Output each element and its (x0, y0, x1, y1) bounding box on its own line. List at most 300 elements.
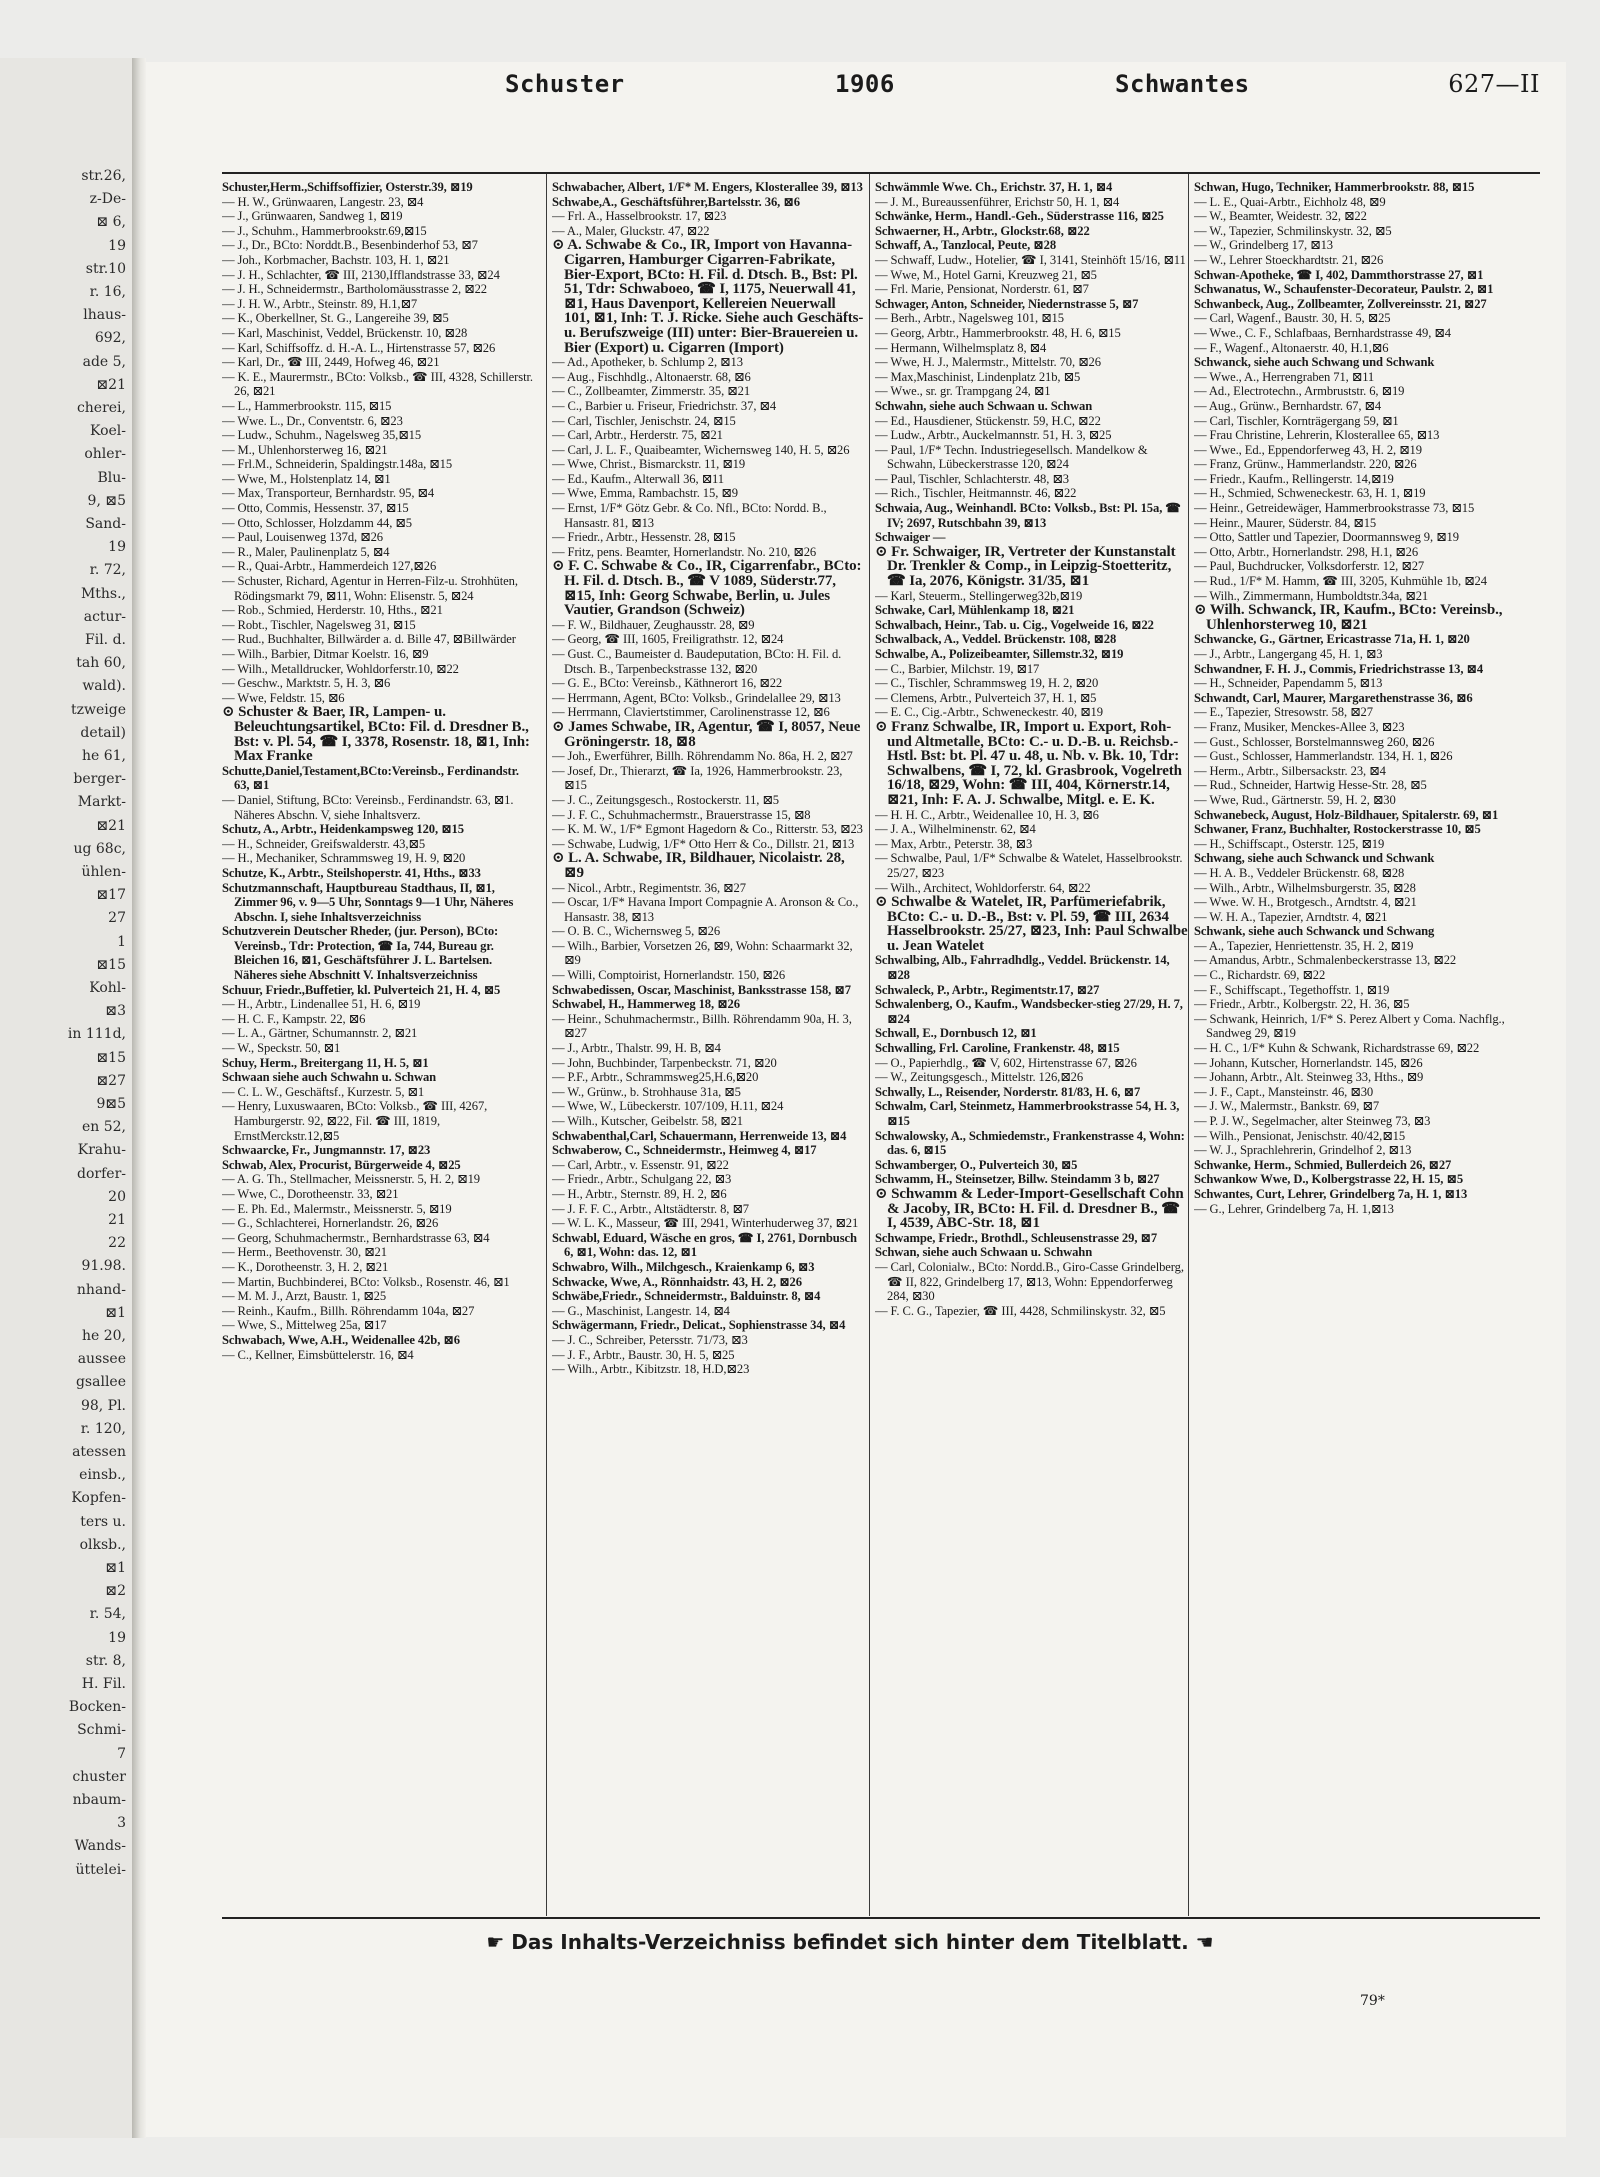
directory-entry: Schwanebeck, August, Holz-Bildhauer, Spitalerstr. 69, ⊠1 (1194, 807, 1499, 822)
directory-entry: Schwalback, A., Veddel. Brückenstr. 108, ⊠28 (875, 632, 1117, 647)
directory-entry: — J. H., Schneidermstr., Bartholomäusstrasse 2, ⊠22 (222, 282, 487, 297)
directory-entry: — F. C. G., Tapezier, ☎ III, 4428, Schmilinskystr. 32, ⊠5 (875, 1303, 1166, 1318)
directory-entry: — E. C., Cig.-Arbtr., Schweneckestr. 40, ⊠19 (875, 705, 1103, 720)
directory-entry: — C., Zollbeamter, Zimmerstr. 35, ⊠21 (552, 384, 751, 399)
facing-page-fragment: 19 (108, 237, 126, 254)
directory-entry: Schwabl, Eduard, Wäsche en gros, ☎ I, 2761, Dornbusch 6, ⊠1, Wohn: das. 12, ⊠1 (552, 1230, 857, 1260)
directory-entry: — O., Papierhdlg., ☎ V, 602, Hirtenstrasse 67, ⊠26 (875, 1055, 1137, 1070)
directory-entry: Schwampe, Friedr., Brothdl., Schleusenstrasse 29, ⊠7 (875, 1230, 1158, 1245)
directory-entry: — Karl, Maschinist, Veddel, Brückenstr. 10, ⊠28 (222, 325, 468, 340)
directory-entry: — F., Wagenf., Altonaerstr. 40, H.1,⊠6 (1194, 340, 1389, 355)
directory-entry: — Otto, Commis, Hessenstr. 37, ⊠15 (222, 501, 409, 516)
directory-entry: — A., Maler, Gluckstr. 47, ⊠22 (552, 223, 710, 238)
header-rule (222, 172, 1540, 174)
directory-entry: — Carl, J. L. F., Quaibeamter, Wichernsweg 140, H. 5, ⊠26 (552, 442, 850, 457)
facing-page-fragment: H. Fil. (81, 1676, 126, 1692)
directory-entry: — J. C., Zeitungsgesch., Rostockerstr. 11, ⊠5 (552, 792, 780, 807)
facing-page-fragment: Kopfen- (71, 1490, 126, 1507)
facing-page-fragment: he 61, (81, 748, 126, 764)
facing-page-fragment: actur- (83, 608, 126, 625)
directory-entry: Schuster,Herm.,Schiffsoffizier, Osterstr.39, ⊠19 (222, 180, 473, 194)
directory-entry: — Herrmann, Claviertstimmer, Carolinenstrasse 12, ⊠6 (552, 705, 830, 720)
directory-entry: — L., Hammerbrookstr. 115, ⊠15 (222, 398, 392, 413)
directory-entry: — Wwe. L., Dr., Conventstr. 6, ⊠23 (222, 413, 403, 428)
directory-entry: — Heinr., Maurer, Süderstr. 84, ⊠15 (1194, 515, 1377, 530)
facing-page-fragment: einsb., (79, 1467, 126, 1484)
directory-entry: — Paul, Buchdrucker, Volksdorferstr. 12, ⊠27 (1194, 559, 1425, 574)
directory-entry: — Georg, Schuhmachermstr., Bernhardstrasse 63, ⊠4 (222, 1230, 490, 1245)
directory-entry: — Paul, Louisenweg 137d, ⊠26 (222, 530, 383, 545)
directory-entry: — E. Ph. Ed., Malermstr., Meissnerstr. 5, ⊠19 (222, 1201, 452, 1216)
directory-entry: Schwamberger, O., Pulverteich 30, ⊠5 (875, 1157, 1078, 1172)
header-page-number: 627—II (1448, 70, 1540, 98)
directory-entry: — W., Lehrer Stoeckhardtstr. 21, ⊠26 (1194, 252, 1384, 267)
facing-page-fragment: aussee (77, 1351, 126, 1368)
directory-entry: — L. A., Gärtner, Schumannstr. 2, ⊠21 (222, 1026, 418, 1041)
directory-entry: Schwabedissen, Oscar, Maschinist, Banksstrasse 158, ⊠7 (552, 982, 851, 997)
directory-entry: Schwankow Wwe, D., Kolbergstrasse 22, H. 15, ⊠5 (1194, 1172, 1464, 1187)
directory-entry: — W. J., Sprachlehrerin, Grindelhof 2, ⊠13 (1194, 1143, 1412, 1158)
directory-entry: — H. C. F., Kampstr. 22, ⊠6 (222, 1011, 366, 1026)
facing-page-fragment: tzweige (71, 701, 126, 718)
directory-entry: — Wilh., Barbier, Ditmar Koelstr. 16, ⊠9 (222, 647, 429, 661)
facing-page-fragment: chuster (72, 1768, 126, 1785)
directory-entry: — John, Buchbinder, Tarpenbeckstr. 71, ⊠20 (552, 1055, 777, 1070)
directory-entry: — J. F., Arbtr., Baustr. 30, H. 5, ⊠25 (552, 1347, 735, 1362)
directory-entry: — G., Schlachterei, Hornerlandstr. 26, ⊠26 (222, 1216, 439, 1231)
directory-entry: — Wwe., sr. gr. Trampgang 24, ⊠1 (875, 384, 1051, 399)
directory-entry: — Heinr., Schuhmachermstr., Billh. Röhrendamm 90a, H. 3, ⊠27 (552, 1011, 852, 1041)
directory-entry: — Daniel, Stiftung, BCto: Vereinsb., Ferdinandstr. 63, ⊠1. Näheres Abschn. V, siehe Inhaltsverz. (222, 792, 514, 822)
directory-entry: — Ad., Electrotechn., Armbruststr. 6, ⊠19 (1194, 384, 1405, 399)
directory-entry: — Frl. Marie, Pensionat, Norderstr. 61, ⊠7 (875, 282, 1089, 297)
directory-entry: — Paul, 1/F* Techn. Industriegesellsch. Mandelkow & Schwahn, Lübeckerstrasse 120, ⊠24 (875, 442, 1148, 472)
directory-entry: — Wilh., Metalldrucker, Wohldorferstr.10, ⊠22 (222, 661, 459, 676)
facing-page-fragment: 27 (108, 910, 126, 927)
directory-entry: Schwalenberg, O., Kaufm., Wandsbecker-stieg 27/29, H. 7, ⊠24 (875, 997, 1183, 1026)
directory-entry: — Schwaff, Ludw., Hotelier, ☎ I, 3141, Steinhöft 15/16, ⊠11 (875, 252, 1186, 267)
directory-entry: Schwantes, Curt, Lehrer, Grindelberg 7a, H. 1, ⊠13 (1194, 1186, 1468, 1201)
directory-entry: — Carl, Wagenf., Baustr. 30, H. 5, ⊠25 (1194, 311, 1391, 326)
facing-page-fragment: Fil. d. (85, 632, 126, 648)
directory-entry: — Nicol., Arbtr., Regimentstr. 36, ⊠27 (552, 880, 746, 895)
directory-entry: — H., Mechaniker, Schrammsweg 19, H. 9, ⊠20 (222, 851, 466, 866)
directory-entry: — Rud., Buchhalter, Billwärder a. d. Bille 47, ⊠Billwärder (222, 632, 516, 647)
directory-entry: — Reinh., Kaufm., Billh. Röhrendamm 104a, ⊠27 (222, 1303, 475, 1318)
directory-entry: Schwancke, G., Gärtner, Ericastrasse 71a, H. 1, ⊠20 (1194, 632, 1470, 647)
directory-entry: ⊙ Schwamm & Leder-Import-Gesellschaft Cohn & Jacoby, IR, BCto: H. Fil. d. Dresdner B., ☎ I, 4539, ABC-Str. 18, ⊠1 (875, 1185, 1184, 1232)
directory-entry: Schwacke, Wwe, A., Rönnhaidstr. 43, H. 2, ⊠26 (552, 1274, 802, 1289)
facing-page-fragment: olksb., (79, 1536, 126, 1553)
directory-entry: — Ludw., Arbtr., Auckelmannstr. 51, H. 3, ⊠25 (875, 428, 1112, 443)
facing-page-fragment: üttelei- (75, 1861, 126, 1878)
directory-entry: Schwanatus, W., Schaufenster-Decorateur, Paulstr. 2, ⊠1 (1194, 282, 1494, 297)
directory-entry: — E., Tapezier, Stresowstr. 58, ⊠27 (1194, 705, 1373, 720)
directory-entry: — Wwe, Rud., Gärtnerstr. 59, H. 2, ⊠30 (1194, 792, 1396, 807)
directory-entry: — H., Arbtr., Lindenallee 51, H. 6, ⊠19 (222, 997, 421, 1012)
facing-page-fragment: 692, (94, 330, 126, 347)
directory-entry: — Frl.M., Schneiderin, Spaldingstr.148a, ⊠15 (222, 457, 453, 472)
directory-entry: Schwan, Hugo, Techniker, Hammerbrookstr. 88, ⊠15 (1194, 180, 1475, 194)
directory-entry: ⊙ F. C. Schwabe & Co., IR, Cigarrenfabr., BCto: H. Fil. d. Dtsch. B., ☎ V 1089, Süderstr.77, ⊠15, Inh: Georg Schwabe, Berlin, u. Jules Vautier, Grandson (Schweiz) (552, 558, 862, 619)
facing-page-fragment: 91.98. (81, 1258, 126, 1275)
directory-entry: — J., Schuhm., Hammerbrookstr.69,⊠15 (222, 223, 427, 238)
directory-entry: Schwab, Alex, Procurist, Bürgerweide 4, ⊠25 (222, 1157, 461, 1172)
directory-entry: Schwandner, F. H. J., Commis, Friedrichstrasse 13, ⊠4 (1194, 661, 1484, 676)
column-4 (1194, 180, 1540, 1912)
directory-entry: — J., Arbtr., Thalstr. 99, H. B, ⊠4 (552, 1041, 721, 1056)
directory-entry: — Karl, Schiffsoffz. d. H.-A. L., Hirtenstrasse 57, ⊠26 (222, 340, 496, 355)
directory-entry: — Schwalbe, Paul, 1/F* Schwalbe & Watelet, Hasselbrookstr. 25/27, ⊠23 (875, 851, 1183, 880)
directory-entry: Schwamm, H., Steinsetzer, Billw. Steindamm 3 b, ⊠27 (875, 1172, 1160, 1187)
directory-entry: Schwank, siehe auch Schwanck und Schwang (1194, 924, 1435, 939)
directory-entry: — Joh., Korbmacher, Bachstr. 103, H. 1, ⊠21 (222, 252, 450, 267)
directory-entry: — G. E., BCto: Vereinsb., Käthnerort 16, ⊠22 (552, 676, 783, 691)
directory-entry: — J. M., Bureaussenführer, Erichstr 50, H. 1, ⊠4 (875, 194, 1120, 209)
facing-page-fragment: he 20, (81, 1328, 126, 1344)
directory-entry: — O. B. C., Wichernsweg 5, ⊠26 (552, 924, 721, 939)
directory-entry: — C. L. W., Geschäftsf., Kurzestr. 5, ⊠1 (222, 1084, 425, 1099)
facing-page-fragment: r. 16, (89, 284, 126, 300)
footer-rule (222, 1917, 1540, 1919)
directory-entry: Schwaff, A., Tanzlocal, Peute, ⊠28 (875, 238, 1057, 253)
facing-page-fragment: ühlen- (81, 864, 126, 880)
facing-page-fragment: Sand- (85, 516, 126, 532)
facing-page-fragment: ⊠15 (96, 956, 126, 973)
column-divider (546, 174, 547, 1916)
facing-page-fragment: ters u. (80, 1513, 126, 1530)
directory-entry: Schwänke, Herm., Handl.-Geh., Süderstrasse 116, ⊠25 (875, 209, 1164, 224)
directory-entry: ⊙ Franz Schwalbe, IR, Import u. Export, Roh- und Altmetalle, BCto: C.- u. D.-B. u. Reichsb.-Hstl. Bst: bt. Pl. 47 u. 48, u. Nb. v. Bk. 10, Tdr: Schwalbens, ☎ I, 72, kl. Grasbrook, Vogelreth 16/18, ⊠29, Wohn: ☎ III, 404, Körnerstr.14, ⊠21, Inh: F. A. J. Schwalbe, Mitgl. e. E. K. (875, 718, 1182, 808)
facing-page-fragment: Wands- (74, 1838, 126, 1855)
directory-entry: Schwandt, Carl, Maurer, Margarethenstrasse 36, ⊠6 (1194, 690, 1473, 705)
directory-entry: Schuy, Herm., Breitergang 11, H. 5, ⊠1 (222, 1055, 429, 1070)
directory-entry: — Heinr., Getreidewäger, Hammerbrookstrasse 73, ⊠15 (1194, 501, 1475, 516)
facing-page-fragment: ade 5, (82, 353, 126, 370)
facing-page-fragment: Markt- (77, 794, 126, 811)
directory-entry: — Ernst, 1/F* Götz Gebr. & Co. Nfl., BCto: Nordd. B., Hansastr. 81, ⊠13 (552, 501, 827, 530)
facing-page-fragment: ⊠ 6, (96, 214, 126, 231)
directory-entry: — Wwe, H. J., Malermstr., Mittelstr. 70, ⊠26 (875, 355, 1101, 370)
directory-entry: — Ad., Apotheker, b. Schlump 2, ⊠13 (552, 355, 743, 370)
directory-entry: — Otto, Schlosser, Holzdamm 44, ⊠5 (222, 515, 412, 530)
directory-entry: — J. A., Wilhelminenstr. 62, ⊠4 (875, 822, 1036, 837)
directory-entry: Schuur, Friedr.,Buffetier, kl. Pulverteich 21, H. 4, ⊠5 (222, 982, 501, 997)
directory-entry: — K., Dorotheenstr. 3, H. 2, ⊠21 (222, 1259, 389, 1274)
directory-entry: Schwabenthal,Carl, Schauermann, Herrenweide 13, ⊠4 (552, 1128, 847, 1143)
directory-entry: Schwalm, Carl, Steinmetz, Hammerbrookstrasse 54, H. 3, ⊠15 (875, 1099, 1180, 1128)
index-notice: ☛ Das Inhalts-Verzeichniss befindet sich hinter dem Titelblatt. ☚ (486, 1930, 1214, 1954)
directory-entry: Schwabe,A., Geschäftsführer,Bartelsstr. 36, ⊠6 (552, 194, 800, 209)
directory-entry: — K. M. W., 1/F* Egmont Hagedorn & Co., Ritterstr. 53, ⊠23 (552, 822, 863, 837)
directory-entry: — Oscar, 1/F* Havana Import Compagnie A. Aronson & Co., Hansastr. 38, ⊠13 (552, 895, 859, 924)
directory-entry: — Otto, Arbtr., Hornerlandstr. 298, H.1, ⊠26 (1194, 544, 1419, 559)
directory-entry: — Geschw., Marktstr. 5, H. 3, ⊠6 (222, 676, 391, 691)
book-gutter (132, 58, 146, 2138)
directory-entry: — W. H. A., Tapezier, Arndtstr. 4, ⊠21 (1194, 909, 1388, 924)
directory-entry: — Carl, Arbtr., v. Essenstr. 91, ⊠22 (552, 1157, 729, 1172)
directory-entry: — Max,Maschinist, Lindenplatz 21b, ⊠5 (875, 369, 1081, 384)
facing-page-fragment: r. 72, (89, 562, 126, 579)
directory-entry: — Ed., Kaufm., Alterwall 36, ⊠11 (552, 471, 724, 486)
directory-entry: Schwaerner, H., Arbtr., Glockstr.68, ⊠22 (875, 223, 1090, 238)
directory-entry: — Karl, Steuerm., Stellingerweg32b,⊠19 (875, 588, 1083, 603)
directory-entry: — Willi, Comptoirist, Hornerlandstr. 150, ⊠26 (552, 968, 786, 983)
directory-entry: — Max, Arbtr., Peterstr. 38, ⊠3 (875, 836, 1033, 851)
directory-entry: Schwämmle Wwe. Ch., Erichstr. 37, H. 1, ⊠4 (875, 180, 1113, 194)
directory-entry: — H., Schneider, Papendamm 5, ⊠13 (1194, 676, 1383, 691)
directory-entry: — Wilh., Zimmermann, Humboldtstr.34a, ⊠21 (1194, 588, 1429, 603)
directory-entry: — J. W., Malermstr., Bankstr. 69, ⊠7 (1194, 1099, 1380, 1114)
directory-entry: — H. W., Grünwaaren, Langestr. 23, ⊠4 (222, 194, 424, 209)
directory-entry: — Wwe, Feldstr. 15, ⊠6 (222, 690, 345, 705)
directory-entry: Schutze, K., Arbtr., Steilshoperstr. 41, Hths., ⊠33 (222, 865, 481, 880)
facing-page-fragment: berger- (73, 771, 126, 788)
directory-entry: — P. J. W., Segelmacher, alter Steinweg 73, ⊠3 (1194, 1114, 1431, 1128)
facing-page-fragment: 9⊠5 (96, 1096, 126, 1112)
directory-entry: — H. A. B., Veddeler Brückenstr. 68, ⊠28 (1194, 865, 1405, 880)
directory-entry: Schwaner, Franz, Buchhalter, Rostockerstrasse 10, ⊠5 (1194, 822, 1481, 837)
directory-entry: Schwaleck, P., Arbtr., Regimentstr.17, ⊠27 (875, 982, 1100, 997)
column-divider (1188, 174, 1189, 1916)
sheet-number: 79* (1360, 1993, 1385, 2009)
directory-entry: — J. F. C., Schuhmachermstr., Brauerstrasse 15, ⊠8 (552, 807, 811, 822)
directory-entry: — Amandus, Arbtr., Schmalenbeckerstrasse 13, ⊠22 (1194, 953, 1457, 968)
facing-page-fragment: 1 (117, 933, 126, 950)
facing-page-fragment: 98, Pl. (80, 1397, 126, 1414)
directory-entry: — Gust., Schlosser, Hammerlandstr. 134, H. 1, ⊠26 (1194, 749, 1453, 764)
facing-page-fragment: 19 (108, 539, 126, 556)
facing-page-fragment: in 111d, (67, 1026, 126, 1043)
directory-entry: ⊙ Wilh. Schwanck, IR, Kaufm., BCto: Vereinsb., Uhlenhorsterweg 10, ⊠21 (1194, 602, 1503, 633)
directory-entry: — Franz, Grünw., Hammerlandstr. 220, ⊠26 (1194, 457, 1417, 472)
directory-entry: — Schuster, Richard, Agentur in Herren-Filz-u. Strohhüten, Rödingsmarkt 79, ⊠11, Wohn: Elisenstr. 5, ⊠24 (222, 574, 518, 603)
directory-entry: — Carl, Tischler, Jenischstr. 24, ⊠15 (552, 413, 736, 428)
directory-entry: — M., Uhlenhorsterweg 16, ⊠21 (222, 442, 388, 457)
directory-entry: — A. G. Th., Stellmacher, Meissnerstr. 5, H. 2, ⊠19 (222, 1172, 480, 1187)
directory-entry: — F. W., Bildhauer, Zeughausstr. 28, ⊠9 (552, 617, 755, 632)
column-1 (222, 180, 535, 1912)
directory-entry: — Otto, Sattler und Tapezier, Doormannsweg 9, ⊠19 (1194, 530, 1459, 545)
directory-entry: Schwalling, Frl. Caroline, Frankenstr. 48, ⊠15 (875, 1041, 1120, 1056)
directory-entry: — Aug., Fischhdlg., Altonaerstr. 68, ⊠6 (552, 369, 751, 384)
directory-entry: — Wwe., A., Herrengraben 71, ⊠11 (1194, 369, 1375, 384)
directory-entry: — Berh., Arbtr., Nagelsweg 101, ⊠15 (875, 311, 1064, 326)
directory-entry: — G., Maschinist, Langestr. 14, ⊠4 (552, 1303, 730, 1318)
directory-entry: — Friedr., Kaufm., Rellingerstr. 14,⊠19 (1194, 471, 1394, 486)
facing-page-fragment: ug 68c, (73, 840, 126, 857)
directory-entry: — C., Richardstr. 69, ⊠22 (1194, 968, 1326, 983)
facing-page-fragment: 19 (108, 1629, 126, 1646)
page-header (505, 70, 1540, 104)
directory-entry: Schutzmannschaft, Hauptbureau Stadthaus, II, ⊠1, Zimmer 96, v. 9—5 Uhr, Sonntags 9—1 Uhr, Näheres Abschn. I, siehe Inhaltsverzeichniss (222, 880, 514, 924)
directory-entry: — Ludw., Schuhm., Nagelsweg 35,⊠15 (222, 428, 422, 443)
directory-entry: — H., Schmied, Schweneckestr. 63, H. 1, ⊠19 (1194, 486, 1426, 501)
facing-page-fragment: Krahu- (77, 1142, 126, 1159)
directory-entry: Schwake, Carl, Mühlenkamp 18, ⊠21 (875, 603, 1075, 618)
directory-entry: — Wwe, M., Hotel Garni, Kreuzweg 21, ⊠5 (875, 267, 1097, 282)
facing-page-fragment: tah 60, (76, 655, 126, 672)
directory-entry: — Rud., Schneider, Hartwig Hesse-Str. 28, ⊠5 (1194, 778, 1427, 793)
directory-entry: — Friedr., Arbtr., Schulgang 22, ⊠3 (552, 1172, 732, 1187)
directory-entry: Schwalbe, A., Polizeibeamter, Sillemstr.32, ⊠19 (875, 647, 1124, 661)
directory-entry: — C., Tischler, Schrammsweg 19, H. 2, ⊠20 (875, 676, 1099, 691)
directory-entry: — Frau Christine, Lehrerin, Klosterallee 65, ⊠13 (1194, 428, 1440, 443)
directory-entry: Schwaiger — (875, 530, 946, 545)
directory-entry: — Wilh., Kutscher, Geibelstr. 58, ⊠21 (552, 1114, 743, 1128)
facing-page-fragment: atessen (72, 1444, 126, 1460)
facing-page-fragment: ⊠21 (96, 817, 126, 834)
directory-entry: — Franz, Musiker, Menckes-Allee 3, ⊠23 (1194, 719, 1405, 734)
facing-page-fragment: gsallee (75, 1374, 126, 1391)
directory-entry: — Wilh., Arbtr., Wilhelmsburgerstr. 35, ⊠28 (1194, 880, 1416, 895)
facing-page-fragment: dorfer- (77, 1165, 126, 1182)
facing-page-fragment: ⊠27 (96, 1072, 126, 1089)
directory-entry: — Wwe, S., Mittelweg 25a, ⊠17 (222, 1318, 387, 1333)
directory-entry: — Wwe, M., Holstenplatz 14, ⊠1 (222, 471, 391, 486)
facing-page-fragment: ⊠1 (105, 1560, 126, 1576)
facing-page-fragment: nhand- (76, 1281, 126, 1298)
directory-entry: — Wwe, W., Lübeckerstr. 107/109, H.11, ⊠24 (552, 1099, 784, 1114)
directory-entry: Schutzverein Deutscher Rheder, (jur. Person), BCto: Vereinsb., Tdr: Protection, ☎ Ia, 744, Bureau gr. Bleichen 16, ⊠1, Geschäftsführer J. L. Bartelsen. Näheres siehe Abschnitt V. Inhaltsverzeichniss (222, 924, 499, 983)
directory-entry: — J. H., Schlachter, ☎ III, 2130,Ifflandstrasse 33, ⊠24 (222, 267, 500, 282)
directory-entry: ⊙ Fr. Schwaiger, IR, Vertreter der Kunstanstalt Dr. Trenkler & Comp., in Leipzig-Stoetteritz, ☎ Ia, 2076, Königstr. 31/35, ⊠1 (875, 543, 1176, 590)
directory-entry: — L. E., Quai-Arbtr., Eichholz 48, ⊠9 (1194, 194, 1386, 209)
directory-entry: — W., Grindelberg 17, ⊠13 (1194, 238, 1333, 253)
facing-page-fragment: detail) (80, 724, 126, 741)
directory-entry: — R., Maler, Paulinenplatz 5, ⊠4 (222, 544, 390, 559)
directory-entry: — Wwe, Christ., Bismarckstr. 11, ⊠19 (552, 457, 746, 472)
directory-entry: Schwabro, Wilh., Milchgesch., Kraienkamp 6, ⊠3 (552, 1259, 815, 1274)
directory-entry: — P.F., Arbtr., Schrammsweg25,H.6,⊠20 (552, 1070, 759, 1085)
directory-entry: ⊙ James Schwabe, IR, Agentur, ☎ I, 8057, Neue Gröningerstr. 18, ⊠8 (552, 718, 861, 750)
facing-page-fragment: Schmi- (77, 1722, 126, 1739)
facing-page-fragment: Koel- (89, 423, 126, 440)
directory-entry: Schwaarcke, Fr., Jungmannstr. 17, ⊠23 (222, 1143, 431, 1158)
directory-entry: Schwanke, Herm., Schmied, Bullerdeich 26, ⊠27 (1194, 1157, 1452, 1172)
facing-page-fragment: 3 (117, 1815, 126, 1832)
directory-entry: — Frl. A., Hasselbrookstr. 17, ⊠23 (552, 209, 727, 224)
directory-entry: — Carl, Colonialw., BCto: Nordd.B., Giro-Casse Grindelberg, ☎ II, 822, Grindelberg 17, ⊠13, Wohn: Eppendorferweg 284, ⊠30 (875, 1259, 1184, 1304)
directory-entry: Schwally, L., Reisender, Norderstr. 81/83, H. 6, ⊠7 (875, 1084, 1141, 1099)
directory-entry: Schwalbach, Heinr., Tab. u. Cig., Vogelweide 16, ⊠22 (875, 617, 1154, 632)
directory-entry: — H., Schneider, Greifswalderstr. 43,⊠5 (222, 836, 426, 851)
facing-page-fragment: ⊠21 (96, 376, 126, 393)
directory-entry: — Josef, Dr., Thierarzt, ☎ Ia, 1926, Hammerbrookstr. 23, ⊠15 (552, 763, 843, 793)
directory-entry: — Wilh., Pensionat, Jenischstr. 40/42,⊠15 (1194, 1128, 1406, 1143)
directory-entry: Schwang, siehe auch Schwanck und Schwank (1194, 851, 1435, 866)
facing-page-fragment: wald). (82, 678, 126, 695)
directory-entry: — J. C., Schreiber, Petersstr. 71/73, ⊠3 (552, 1332, 748, 1347)
directory-entry: — Rob., Schmied, Herderstr. 10, Hths., ⊠21 (222, 603, 443, 618)
header-year: 1906 (835, 70, 895, 98)
directory-entry: — Schwank, Heinrich, 1/F* S. Perez Albert y Coma. Nachflg., Sandweg 29, ⊠19 (1194, 1011, 1505, 1041)
facing-page-fragment: Mths., (80, 585, 126, 602)
directory-entry: — J. H. W., Arbtr., Steinstr. 89, H.1,⊠7 (222, 296, 418, 311)
facing-page-fragment: str.10 (85, 260, 126, 277)
directory-entry: — C., Barbier, Milchstr. 19, ⊠17 (875, 661, 1040, 676)
directory-entry: — Johann, Kutscher, Hornerlandstr. 145, ⊠26 (1194, 1055, 1423, 1070)
directory-entry: — Wwe. W. H., Brotgesch., Arndtstr. 4, ⊠21 (1194, 895, 1417, 910)
directory-entry: — H., Schiffscapt., Osterstr. 125, ⊠19 (1194, 836, 1385, 851)
directory-entry: — Max, Transporteur, Bernhardstr. 95, ⊠4 (222, 486, 435, 501)
directory-entry: — W. L. K., Masseur, ☎ III, 2941, Winterhuderweg 37, ⊠21 (552, 1216, 859, 1231)
facing-page-fragment: ⊠2 (105, 1583, 126, 1600)
directory-entry: — A., Tapezier, Henriettenstr. 35, H. 2, ⊠19 (1194, 938, 1414, 953)
column-2 (552, 180, 865, 1912)
directory-entry: — Robt., Tischler, Nagelsweg 31, ⊠15 (222, 617, 416, 632)
facing-page-fragment: cherei, (76, 400, 126, 416)
directory-entry: — J. F. F. C., Arbtr., Altstädterstr. 8, ⊠7 (552, 1201, 750, 1216)
directory-entry: — Carl, Arbtr., Herderstr. 75, ⊠21 (552, 428, 723, 443)
directory-entry: — Fritz, pens. Beamter, Hornerlandstr. No. 210, ⊠26 (552, 544, 817, 559)
header-first-name: Schuster (505, 70, 625, 98)
directory-entry: — F., Schiffscapt., Tegethoffstr. 1, ⊠19 (1194, 982, 1390, 997)
directory-entry: — Martin, Buchbinderei, BCto: Volksb., Rosenstr. 46, ⊠1 (222, 1274, 510, 1289)
directory-entry: — Georg, ☎ III, 1605, Freiligrathstr. 12, ⊠24 (552, 632, 784, 647)
facing-page-fragment: 7 (117, 1745, 126, 1762)
facing-page-fragment: en 52, (81, 1119, 126, 1136)
directory-entry: — K. E., Maurermstr., BCto: Volksb., ☎ III, 4328, Schillerstr. 26, ⊠21 (222, 369, 533, 399)
directory-entry: — H. H. C., Arbtr., Weidenallee 10, H. 3, ⊠6 (875, 807, 1099, 822)
directory-entry: Schwabel, H., Hammerweg 18, ⊠26 (552, 997, 740, 1012)
facing-page-fragment: 22 (108, 1235, 126, 1252)
directory-entry: Schwabacher, Albert, 1/F* M. Engers, Klosterallee 39, ⊠13 (552, 180, 863, 194)
directory-entry: Schwalowsky, A., Schmiedemstr., Frankenstrasse 4, Wohn: das. 6, ⊠15 (875, 1128, 1185, 1158)
directory-entry: — Schwabe, Ludwig, 1/F* Otto Herr & Co., Dillstr. 21, ⊠13 (552, 836, 855, 851)
directory-entry: Schwaia, Aug., Weinhandl. BCto: Volksb., Bst: Pl. 15a, ☎ IV; 2697, Rutschbahn 39, ⊠13 (875, 501, 1181, 530)
directory-entry: — W., Grünw., b. Strohhause 31a, ⊠5 (552, 1084, 741, 1099)
facing-page-fragment: ⊠1 (105, 1304, 126, 1321)
directory-entry: — Wwe., C. F., Schlafbaas, Bernhardstrasse 49, ⊠4 (1194, 325, 1451, 340)
directory-entry: Schwall, E., Dornbusch 12, ⊠1 (875, 1026, 1037, 1041)
directory-entry: — H., Arbtr., Sternstr. 89, H. 2, ⊠6 (552, 1186, 727, 1201)
header-last-name: Schwantes (1115, 70, 1250, 98)
directory-entry: — Carl, Tischler, Kornträgergang 59, ⊠1 (1194, 413, 1399, 428)
directory-entry: — Rich., Tischler, Heitmannstr. 46, ⊠22 (875, 486, 1077, 501)
facing-page-fragment: r. 54, (89, 1606, 126, 1623)
directory-entry: Schwanck, siehe auch Schwang und Schwank (1194, 355, 1435, 370)
facing-page-fragment: 21 (108, 1212, 126, 1228)
directory-entry: Schwanbeck, Aug., Zollbeamter, Zollvereinsstr. 21, ⊠27 (1194, 296, 1487, 311)
directory-entry: Schwabach, Wwe, A.H., Weidenallee 42b, ⊠6 (222, 1332, 460, 1347)
directory-entry: Schwahn, siehe auch Schwaan u. Schwan (875, 398, 1093, 413)
directory-entry: — Herrmann, Agent, BCto: Volksb., Grindelallee 29, ⊠13 (552, 690, 841, 705)
directory-entry: Schwaberow, C., Schneidermstr., Heimweg 4, ⊠17 (552, 1143, 817, 1158)
directory-entry: — Wwe, C., Dorotheenstr. 33, ⊠21 (222, 1186, 399, 1201)
directory-entry: Schwäbe,Friedr., Schneidermstr., Balduinstr. 8, ⊠4 (552, 1289, 821, 1304)
facing-page-fragment: Bocken- (68, 1699, 126, 1716)
directory-entry: — J., Grünwaaren, Sandweg 1, ⊠19 (222, 209, 403, 224)
facing-page-fragment: lhaus- (83, 307, 126, 324)
directory-entry: — Wwe., Ed., Eppendorferweg 43, H. 2, ⊠19 (1194, 442, 1422, 457)
directory-entry: — Friedr., Arbtr., Kolbergstr. 22, H. 36, ⊠5 (1194, 997, 1410, 1012)
directory-entry: Schutte,Daniel,Testament,BCto:Vereinsb., Ferdinandstr. 63, ⊠1 (222, 763, 519, 793)
facing-page-fragment: Kohl- (89, 980, 126, 996)
facing-page-fragment: ⊠3 (105, 1003, 126, 1020)
facing-page-fragment: 9, ⊠5 (87, 492, 126, 509)
directory-entry: — C., Barbier u. Friseur, Friedrichstr. 37, ⊠4 (552, 398, 777, 413)
facing-page-fragment: z-De- (89, 191, 126, 208)
facing-page-fragment: ⊠15 (96, 1049, 126, 1066)
directory-entry: — J., Dr., BCto: Norddt.B., Besenbinderhof 53, ⊠7 (222, 238, 478, 253)
directory-entry: — W., Beamter, Weidestr. 32, ⊠22 (1194, 209, 1367, 224)
directory-entry: — Henry, Luxuswaaren, BCto: Volksb., ☎ III, 4267, Hamburgerstr. 92, ⊠22, Fil. ☎ III, 1819, ErnstMerckstr.12,⊠5 (222, 1099, 488, 1143)
directory-entry: — Herm., Arbtr., Silbersackstr. 23, ⊠4 (1194, 763, 1386, 778)
directory-entry: — Gust., Schlosser, Borstelmannsweg 260, ⊠26 (1194, 734, 1435, 749)
facing-page-fragment: r. 120, (80, 1420, 126, 1437)
facing-page-fragment: ohler- (84, 446, 126, 463)
